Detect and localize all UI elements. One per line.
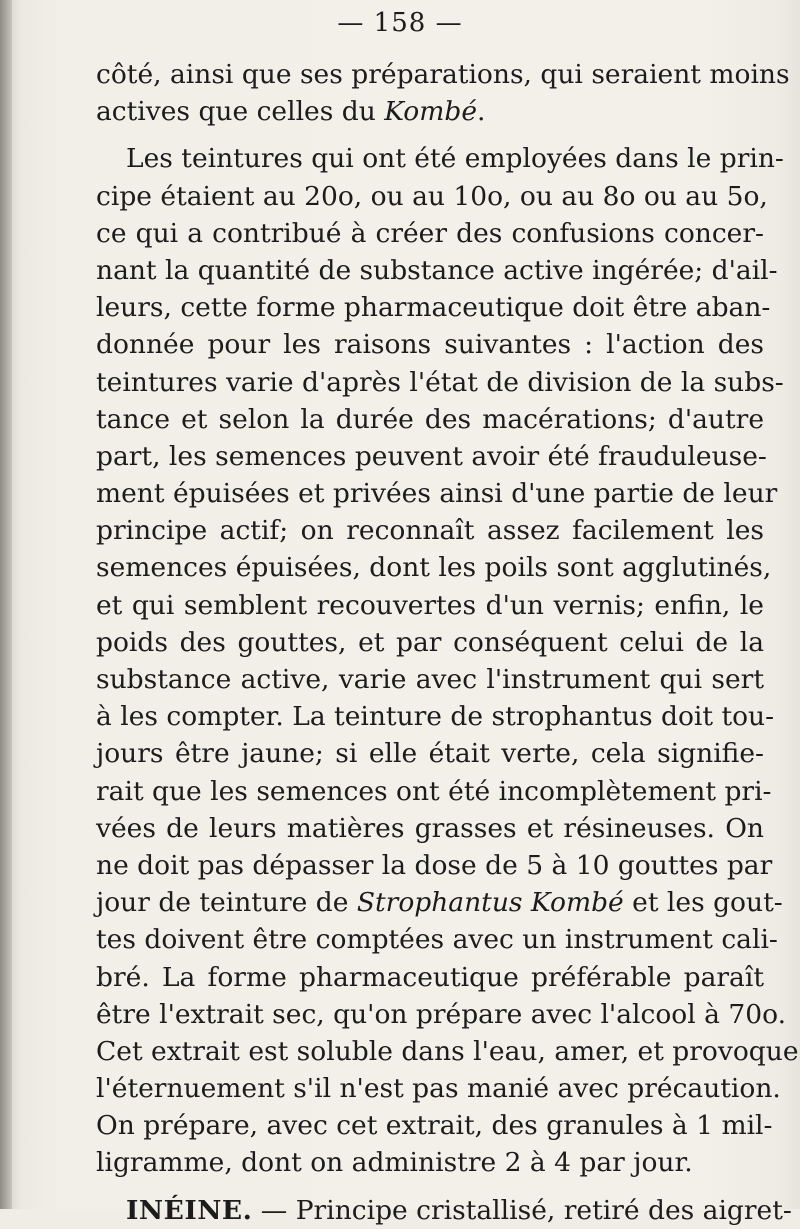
text-line: Les teintures qui ont été employées dans le prin-: [126, 143, 784, 175]
text-line: Cet extrait est soluble dans l'eau, amer, et provoque: [96, 1035, 799, 1067]
text-line: [96, 93, 764, 130]
text-line: leurs, cette forme pharmaceutique doit être aban-: [96, 292, 771, 324]
body-text: [96, 56, 799, 1229]
text-segment: — Principe cristallisé, retiré des aigret-: [252, 1194, 792, 1226]
text-line: rait que les semences ont été incomplètement pri-: [96, 775, 772, 807]
text-line: On prépare, avec cet extrait, des granules à 1 mil-: [96, 1110, 773, 1142]
entry-heading: INÉINE.: [126, 1194, 253, 1226]
text-line: ligramme, dont on administre 2 à 4 par jour.: [96, 1147, 693, 1179]
text-line: être l'extrait sec, qu'on prépare avec l'alcool à 70o.: [96, 998, 786, 1030]
italic-term: Kombé: [384, 96, 478, 128]
text-line: semences épuisées, dont les poils sont agglutinés,: [96, 552, 772, 584]
text-line: [96, 1192, 792, 1229]
text-line: bré. La forme pharmaceutique préférable paraît: [96, 961, 764, 993]
text-line: substance active, varie avec l'instrument qui sert: [96, 664, 764, 695]
text-line: part, les semences peuvent avoir été frauduleuse-: [96, 440, 767, 472]
italic-term: Strophantus Kombé: [356, 887, 624, 919]
page-binding-edge: [0, 0, 12, 1209]
text-line: nant la quantité de substance active ingérée; d'ail-: [96, 254, 778, 286]
text-line: jours être jaune; si elle était verte, cela signifie-: [96, 738, 764, 770]
text-line: vées de leurs matières grasses et résineuses. On: [96, 812, 764, 844]
text-segment: jour de teinture de: [96, 887, 357, 919]
text-line: côté, ainsi que ses préparations, qui seraient moins: [96, 59, 790, 90]
text-line: principe actif; on reconnaît assez facilement les: [96, 515, 764, 547]
text-line: tance et selon la durée des macérations; d'autre: [96, 403, 764, 435]
paragraph-gap: [96, 1182, 764, 1192]
text-line: à les compter. La teinture de strophantus doit tou-: [96, 701, 775, 733]
text-line: tes doivent être comptées avec un instrument cali-: [96, 924, 778, 956]
text-line: ment épuisées et privées ainsi d'une partie de leur: [96, 478, 778, 510]
text-segment: et les gout-: [623, 887, 783, 919]
text-line: poids des gouttes, et par conséquent celui de la: [96, 626, 764, 658]
text-segment: .: [477, 96, 486, 128]
text-segment: actives que celles du: [96, 96, 385, 128]
text-line: cipe étaient au 20o, ou au 10o, ou au 8o ou au 5o,: [96, 180, 768, 212]
paragraph-gap: [96, 130, 764, 140]
text-line: ce qui a contribué à créer des confusions concer-: [96, 217, 764, 249]
text-line: donnée pour les raisons suivantes : l'action des: [96, 329, 764, 361]
page-number: — 158 —: [337, 8, 463, 38]
text-line: teintures varie d'après l'état de division de la subs-: [96, 366, 784, 398]
text-line: ne doit pas dépasser la dose de 5 à 10 gouttes par: [96, 849, 773, 881]
text-line: et qui semblent recouvertes d'un vernis; enfin, le: [96, 589, 764, 621]
text-line: l'éternuement s'il n'est pas manié avec précaution.: [96, 1073, 781, 1105]
text-line: [96, 884, 783, 921]
